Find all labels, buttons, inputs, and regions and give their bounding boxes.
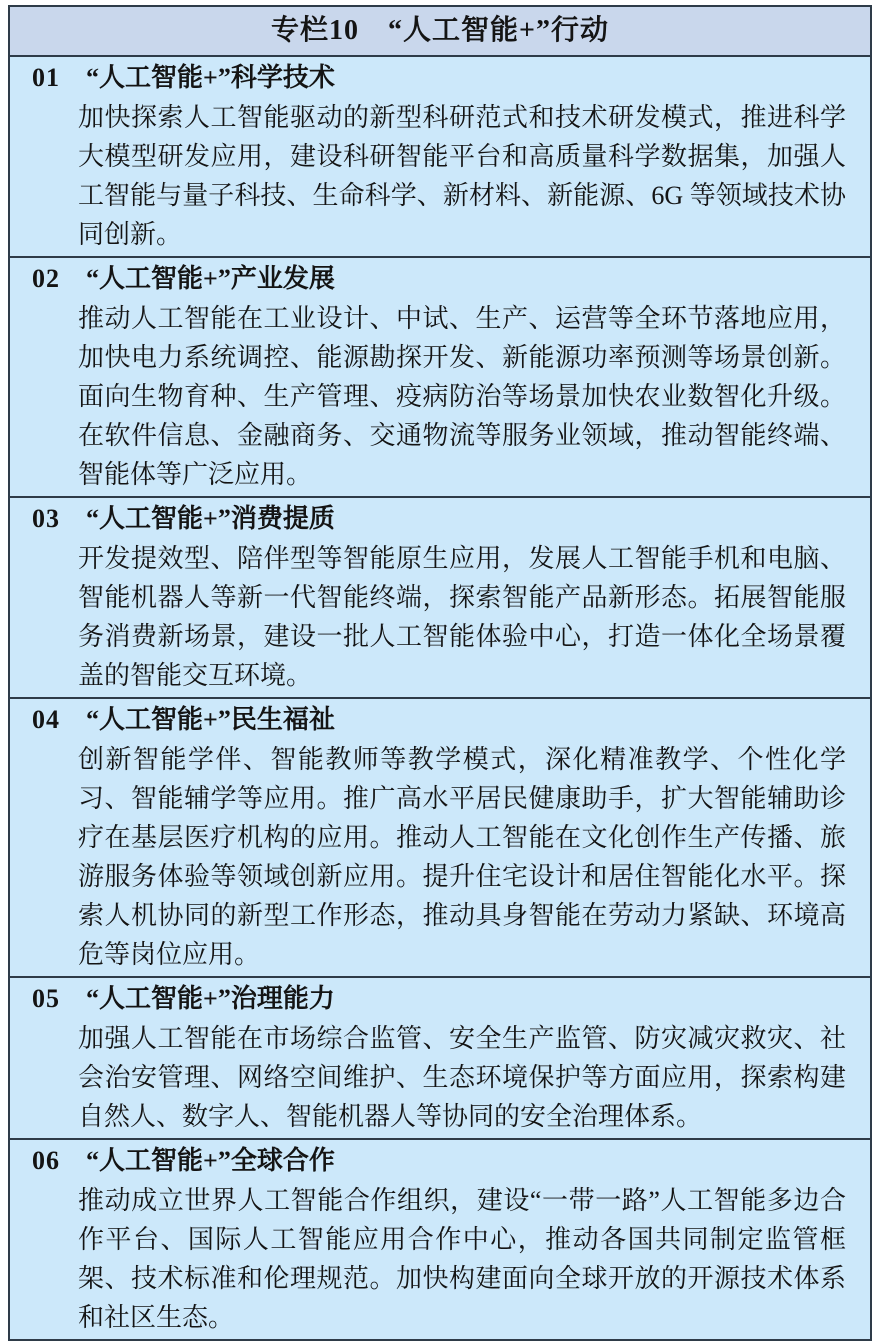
policy-box	[8, 5, 872, 1341]
box-title: 专栏10 “人工智能+”行动	[10, 7, 870, 55]
section-03	[10, 496, 870, 697]
section-body-text: 开发提效型、陪伴型等智能原生应用，发展人工智能手机和电脑、智能机器人等新一代智能终端，探索智能产品新形态。拓展智能服务消费新场景，建设一批人工智能体验中心，打造一体化全场景覆盖的智能交互环境。	[78, 544, 846, 690]
section-body-text: 加强人工智能在市场综合监管、安全生产监管、防灾减灾救灾、社会治安管理、网络空间维护、生态环境保护等方面应用，探索构建自然人、数字人、智能机器人等协同的安全治理体系。	[78, 1024, 846, 1131]
section-heading-text: “人工智能+”消费提质	[86, 504, 335, 533]
section-heading-text: “人工智能+”全球合作	[86, 1146, 335, 1175]
section-heading-row	[10, 259, 870, 299]
section-heading-text: “人工智能+”民生福祉	[86, 705, 335, 734]
section-number: 02	[32, 264, 60, 293]
section-heading-row	[10, 58, 870, 98]
section-04	[10, 697, 870, 976]
section-heading-row	[10, 499, 870, 539]
section-heading-text: “人工智能+”治理能力	[86, 984, 335, 1013]
section-05	[10, 976, 870, 1138]
section-heading-row	[10, 1141, 870, 1181]
section-body-text: 加快探索人工智能驱动的新型科研范式和技术研发模式，推进科学大模型研发应用，建设科研智能平台和高质量科学数据集，加强人工智能与量子科技、生命科学、新材料、新能源、6G 等领域技术协同创新。	[78, 103, 846, 249]
section-02	[10, 256, 870, 496]
section-heading-text: “人工智能+”产业发展	[86, 264, 335, 293]
section-heading-row	[10, 700, 870, 740]
section-06	[10, 1138, 870, 1339]
section-number: 05	[32, 984, 60, 1013]
section-body-text: 推动人工智能在工业设计、中试、生产、运营等全环节落地应用，加快电力系统调控、能源勘探开发、新能源功率预测等场景创新。面向生物育种、生产管理、疫病防治等场景加快农业数智化升级。在软件信息、金融商务、交通物流等服务业领域，推动智能终端、智能体等广泛应用。	[78, 304, 846, 489]
section-number: 03	[32, 504, 60, 533]
section-number: 01	[32, 63, 60, 92]
section-heading-text: “人工智能+”科学技术	[86, 63, 335, 92]
section-01	[10, 55, 870, 256]
section-number: 06	[32, 1146, 60, 1175]
section-body-text: 创新智能学伴、智能教师等教学模式，深化精准教学、个性化学习、智能辅学等应用。推广高水平居民健康助手，扩大智能辅助诊疗在基层医疗机构的应用。推动人工智能在文化创作生产传播、旅游服务体验等领域创新应用。提升住宅设计和居住智能化水平。探索人机协同的新型工作形态，推动具身智能在劳动力紧缺、环境高危等岗位应用。	[78, 745, 846, 969]
section-number: 04	[32, 705, 60, 734]
section-body-text: 推动成立世界人工智能合作组织，建设“一带一路”人工智能多边合作平台、国际人工智能应用合作中心，推动各国共同制定监管框架、技术标准和伦理规范。加快构建面向全球开放的开源技术体系和社区生态。	[78, 1186, 846, 1332]
section-heading-row	[10, 979, 870, 1019]
